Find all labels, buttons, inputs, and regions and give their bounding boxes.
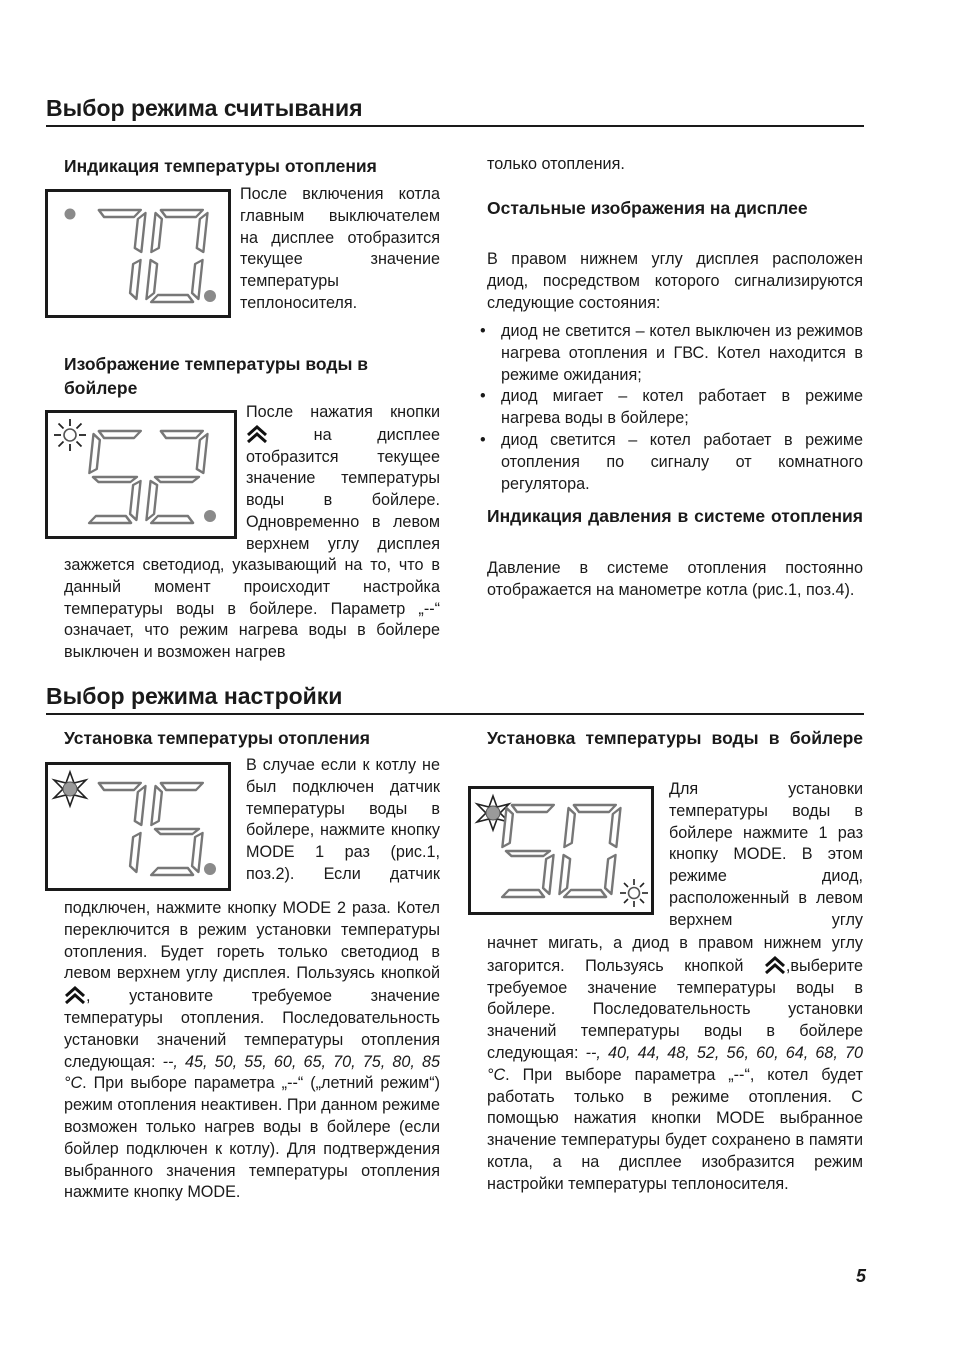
text-heating-temp: После включения котла главным выключателем на дисплее отобразится текущее значение температуры теплоносителя. (240, 185, 440, 312)
list-item: • диод не светится – котел выключен из режимов нагрева отопления и ГВС. Котел находится в режиме ожидания; (487, 321, 863, 386)
up-arrow-icon (764, 955, 786, 975)
digit-5 (497, 805, 559, 897)
text-heating-set-end: . При выборе параметра „--“ („летний режим“) режим отопления неактивен. При данном режиме возможен только нагрев воды в бойлере (если бойлер подключен к котлу). Для подтверждения выбранного значения температуры отопления нажмите кнопку MODE. (64, 1074, 440, 1202)
text-boiler-temp-after: на дисплее отобразится текущее значение температуры воды в бойлере. Одновременно в левом верхнем углу дисплея (246, 425, 440, 553)
text-boiler-temp-before: После нажатия кнопки (246, 403, 440, 421)
up-arrow-icon (246, 424, 268, 444)
text-heating-set-top: В случае если к котлу не был подключен датчик температуры воды в бойлере, нажмите кнопку MODE 1 раз (рис.1, поз.2). Если датчик (246, 756, 440, 883)
text-heating-set-before: подключен, нажмите кнопку MODE 2 раза. Котел переключится в режим установки температуры отопления. Будет гореть только светодиод в левом верхнем углу дисплея. Пользуясь кнопкой (64, 899, 440, 983)
heading-heating-temp: Индикация температуры отопления (64, 156, 377, 176)
text-heating-set (64, 898, 440, 1204)
up-arrow-icon (64, 985, 86, 1005)
text-boiler-set-before: начнет мигать, а диод в правом нижнем углу загорится. Пользуясь кнопкой (487, 934, 863, 975)
text-col2-top: только отопления. (487, 155, 625, 173)
heading-other-images: Остальные изображения на дисплее (487, 198, 808, 218)
heading-pressure: Индикация давления в системе отопления (487, 506, 863, 526)
text-boiler-set-top: Для установки температуры воды в бойлере нажмите 1 раз кнопку MODE. В этом режиме диод, расположенный в левом верхнем углу (669, 780, 863, 929)
sun-icon (620, 879, 648, 907)
text-boiler-set-end: . При выборе параметра „--“, котел будет работать только в режиме отопления. С помощью нажатия кнопки MODE выбранное значение температуры будет сохранено в памяти котла, а на дисплее изобразится режим настройки температуры теплоносителя. (487, 1065, 863, 1193)
display-70-digits (48, 192, 228, 315)
display-50-digits (471, 789, 651, 912)
list-item: • диод мигает – котел работает в режиме нагрева воды в бойлере; (487, 386, 863, 430)
text-boiler-temp-top (246, 402, 440, 556)
digit-5 (84, 431, 146, 523)
digit-7 (89, 783, 145, 872)
display-75-digits (48, 765, 228, 888)
digit-2 (146, 431, 208, 523)
text-other-images-intro: В правом нижнем углу дисплея расположен диод, посредством которого сигнализируются следующие состояния: (487, 250, 863, 312)
digit-0 (559, 805, 621, 897)
text-boiler-set (487, 933, 863, 1196)
text-pressure: Давление в системе отопления постоянно отображается на манометре котла (рис.1, поз.4). (487, 559, 863, 599)
list-item: • диод светится – котел работает в режиме отопления по сигналу от комнатного регулятора. (487, 430, 863, 495)
heading-heating-set: Установка температуры отопления (64, 728, 370, 748)
led-dot (65, 209, 76, 220)
section-title-reading: Выбор режима считывания (46, 94, 864, 127)
decimal-point (204, 290, 216, 302)
decimal-point (204, 510, 216, 522)
digit-7 (89, 210, 145, 299)
text-boiler-set-after: ,выберите требуемое значение температуры воды в бойлере. Последовательность установки значений температуры воды в бойлере следующая: (487, 956, 864, 1062)
text-boiler-temp-continued: зажжется светодиод, указывающий на то, что в данный момент происходит настройка температуры воды в бойлере. Параметр „--“ означает, что режим нагрева воды в бойлере выключен и возможен нагрев (64, 556, 440, 662)
section-title-setting: Выбор режима настройки (46, 682, 864, 715)
star-icon (54, 772, 86, 806)
heating-values: --, 45, 50, 55, 60, 65, 70, 75, 80, 85 °C (64, 1052, 440, 1093)
display-52-digits (48, 413, 234, 536)
digit-0 (146, 210, 208, 302)
display-50 (468, 786, 654, 915)
led-states-list (487, 321, 863, 495)
display-75 (45, 762, 231, 891)
display-70 (45, 189, 231, 318)
text-heating-set-after: , установите требуемое значение температуры отопления. Последовательность установки значений температуры отопления следующая: (64, 987, 440, 1071)
heading-boiler-temp: Изображение температуры воды в бойлере (64, 354, 369, 398)
boiler-values: --, 40, 44, 48, 52, 56, 60, 64, 68, 70 °C (487, 1043, 863, 1084)
heading-boiler-set: Установка температуры воды в бойлере (487, 728, 863, 748)
sun-icon (54, 419, 86, 451)
display-52 (45, 410, 237, 539)
page-number: 5 (855, 1266, 866, 1286)
digit-5 (146, 783, 208, 875)
decimal-point (204, 863, 216, 875)
